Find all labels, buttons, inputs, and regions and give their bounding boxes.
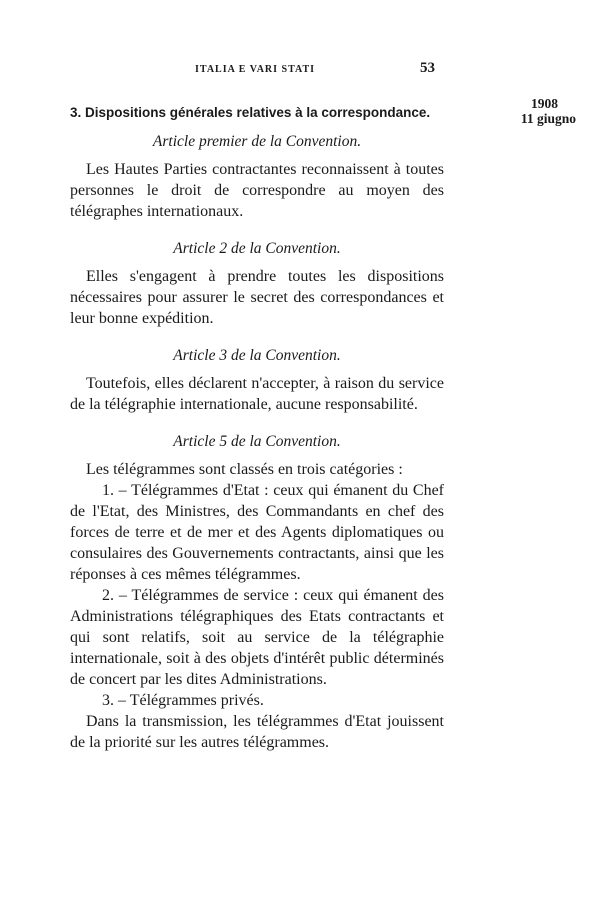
article-title: Article 5 de la Convention.	[173, 433, 341, 450]
article-block-2	[70, 237, 444, 329]
article-paragraph: Les Hautes Parties contractantes reconnaissent à toutes personnes le droit de correspondre au moyen des télégraphes internationaux.	[70, 161, 444, 220]
running-head-title: ITALIA E VARI STATI	[195, 64, 316, 75]
article-paragraph: Toutefois, elles déclarent n'accepter, à raison du service de la télégraphie internationale, aucune responsabilité.	[70, 375, 444, 413]
article-block-1	[70, 130, 444, 222]
article-title: Article 3 de la Convention.	[173, 347, 341, 364]
margin-date: 11 giugno	[520, 111, 576, 126]
article-title: Article premier de la Convention.	[152, 133, 362, 150]
body-text	[70, 130, 444, 768]
article-title: Article 2 de la Convention.	[173, 240, 341, 257]
margin-date-note	[456, 96, 576, 126]
category-item-2: 2. – Télégrammes de service : ceux qui émanent des Administrations télégraphiques des Etats contractants et qui sont relatifs, soit au service de la télégraphie internationale, soit à des objets d'intérêt public déterminés de concert par les dites Administrations.	[70, 587, 444, 688]
article-paragraph: Elles s'engagent à prendre toutes les dispositions nécessaires pour assurer le secret des correspondances et leur bonne expédition.	[70, 268, 444, 327]
category-item-3: 3. – Télégrammes privés.	[102, 692, 264, 709]
article-closing: Dans la transmission, les télégrammes d'Etat jouissent de la priorité sur les autres télégrammes.	[70, 713, 444, 751]
section-heading: 3. Dispositions générales relatives à la correspondance.	[70, 105, 431, 120]
category-item-1: 1. – Télégrammes d'Etat : ceux qui émanent du Chef de l'Etat, des Ministres, des Commandants en chef des forces de terre et de mer et des Agents diplomatiques ou consulaires des Gouvernements contractants, ainsi que les réponses à ces mêmes télégrammes.	[70, 482, 444, 583]
article-block-3	[70, 344, 444, 415]
article-block-5	[70, 430, 444, 753]
margin-year: 1908	[531, 96, 558, 111]
page-number: 53	[420, 60, 435, 76]
article-intro: Les télégrammes sont classés en trois catégories :	[86, 461, 403, 478]
